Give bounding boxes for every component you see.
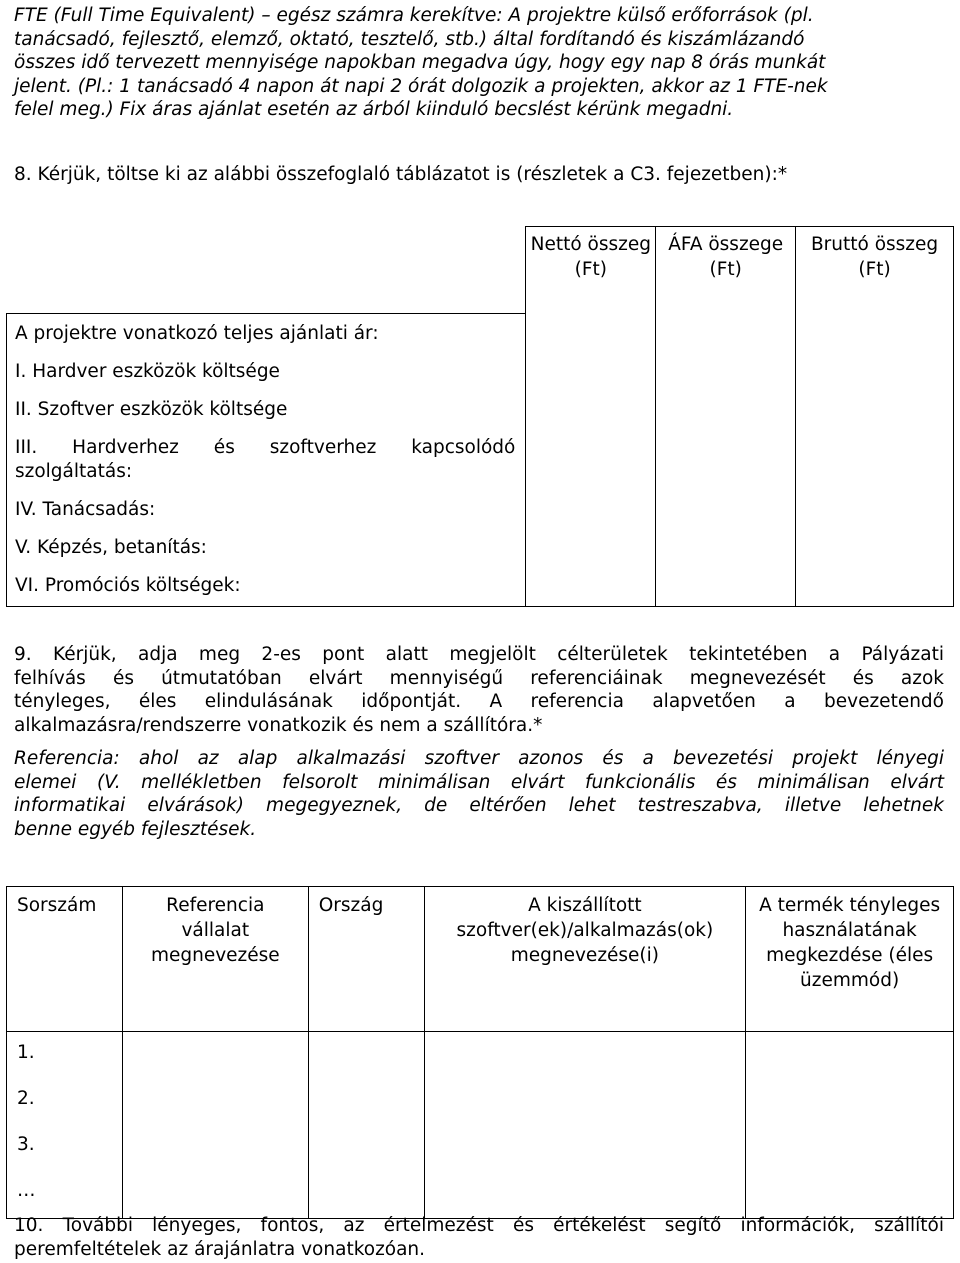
- row-software-cost: II. Szoftver eszközök költsége: [7, 392, 526, 430]
- row-number: 2.: [7, 1080, 123, 1126]
- section9-line: tényleges, éles elindulásának időpontját. A referencia alapvetően a bevezetendő: [14, 691, 944, 712]
- reference-table: [6, 886, 954, 1219]
- go-live-date-cell[interactable]: [746, 1172, 954, 1219]
- gross-amount-cell[interactable]: [796, 530, 954, 568]
- reference-table-row: [7, 1032, 954, 1081]
- reference-note-line: benne egyéb fejlesztések.: [14, 818, 257, 840]
- row-number: …: [7, 1172, 123, 1219]
- net-amount-cell[interactable]: [526, 530, 656, 568]
- section10-line: 10. További lényeges, fontos, az értelmezést és értékelést segítő információk, szállítói: [14, 1215, 944, 1236]
- fte-definition-paragraph: [14, 4, 944, 122]
- section9-line: 9. Kérjük, adja meg 2-es pont alatt megjelölt célterületek tekintetében a Pályázati: [14, 644, 944, 665]
- header-reference-company: Referencia vállalat megnevezése: [122, 887, 308, 1032]
- reference-note-line: informatikai elvárások) megegyeznek, de eltérően lehet testreszabva, illetve lehetnek: [14, 795, 944, 816]
- net-amount-cell[interactable]: [526, 430, 656, 492]
- go-live-date-cell[interactable]: [746, 1032, 954, 1081]
- row-number: 1.: [7, 1032, 123, 1081]
- fte-line: felel meg.) Fix áras ajánlat esetén az árból kiinduló becslést kérünk megadni.: [14, 99, 734, 120]
- header-serial-number: Sorszám: [7, 887, 123, 1032]
- price-table-row: [7, 430, 954, 492]
- reference-company-cell[interactable]: [122, 1080, 308, 1126]
- section8-question: [14, 163, 944, 187]
- country-cell[interactable]: [308, 1032, 424, 1081]
- reference-definition-note: [14, 747, 944, 841]
- price-table-row: [7, 530, 954, 568]
- price-summary-table: [6, 226, 954, 607]
- vat-amount-cell[interactable]: [656, 392, 796, 430]
- header-vat-amount: ÁFA összege (Ft): [656, 227, 796, 314]
- section9-line: felhívás és útmutatóban elvárt mennyiségű referenciáinak megnevezését és azok: [14, 667, 944, 689]
- section9-question: [14, 643, 944, 737]
- delivered-software-cell[interactable]: [424, 1080, 746, 1126]
- price-table-row: [7, 354, 954, 392]
- go-live-date-cell[interactable]: [746, 1126, 954, 1172]
- delivered-software-cell[interactable]: [424, 1172, 746, 1219]
- country-cell[interactable]: [308, 1080, 424, 1126]
- row-number: 3.: [7, 1126, 123, 1172]
- row-related-services: III. Hardverhez és szoftverhez kapcsolódó szolgáltatás:: [7, 430, 526, 492]
- section10-question: [14, 1214, 944, 1261]
- reference-company-cell[interactable]: [122, 1126, 308, 1172]
- reference-table-header-row: [7, 887, 954, 1032]
- net-amount-cell[interactable]: [526, 313, 656, 354]
- price-table-row: [7, 492, 954, 530]
- country-cell[interactable]: [308, 1172, 424, 1219]
- reference-company-cell[interactable]: [122, 1032, 308, 1081]
- gross-amount-cell[interactable]: [796, 492, 954, 530]
- section10-line: peremfeltételek az árajánlatra vonatkozóan.: [14, 1238, 426, 1260]
- price-table-header-row: [7, 227, 954, 314]
- reference-company-cell[interactable]: [122, 1172, 308, 1219]
- fte-line: összes idő tervezett mennyisége napokban megadva úgy, hogy egy nap 8 órás munkát: [14, 52, 826, 73]
- vat-amount-cell[interactable]: [656, 354, 796, 392]
- reference-note-line: elemei (V. mellékletben felsorolt minimálisan elvárt funkcionális és minimálisan elvárt: [14, 771, 944, 793]
- gross-amount-cell[interactable]: [796, 568, 954, 607]
- header-go-live-date: A termék tényleges használatának megkezdése (éles üzemmód): [746, 887, 954, 1032]
- row-promotion-cost: VI. Promóciós költségek:: [7, 568, 526, 607]
- vat-amount-cell[interactable]: [656, 530, 796, 568]
- vat-amount-cell[interactable]: [656, 430, 796, 492]
- price-table-row: [7, 568, 954, 607]
- row-consulting: IV. Tanácsadás:: [7, 492, 526, 530]
- net-amount-cell[interactable]: [526, 392, 656, 430]
- vat-amount-cell[interactable]: [656, 492, 796, 530]
- reference-note-line: Referencia: ahol az alap alkalmazási szoftver azonos és a bevezetési projekt lényegi: [14, 748, 944, 769]
- reference-table-row: [7, 1172, 954, 1219]
- gross-amount-cell[interactable]: [796, 313, 954, 354]
- reference-table-row: [7, 1126, 954, 1172]
- net-amount-cell[interactable]: [526, 492, 656, 530]
- vat-amount-cell[interactable]: [656, 313, 796, 354]
- header-net-amount: Nettó összeg (Ft): [526, 227, 656, 314]
- delivered-software-cell[interactable]: [424, 1032, 746, 1081]
- reference-table-row: [7, 1080, 954, 1126]
- fte-line: jelent. (Pl.: 1 tanácsadó 4 napon át napi 2 órát dolgozik a projekten, akkor az 1 FTE-nek: [14, 75, 828, 97]
- header-delivered-software: A kiszállított szoftver(ek)/alkalmazás(ok) megnevezése(i): [424, 887, 746, 1032]
- row-total-offer-price: A projektre vonatkozó teljes ajánlati ár:: [7, 313, 526, 354]
- price-table-row: [7, 313, 954, 354]
- section9-line: alkalmazásra/rendszerre vonatkozik és nem a szállítóra.*: [14, 714, 543, 736]
- header-gross-amount: Bruttó összeg (Ft): [796, 227, 954, 314]
- net-amount-cell[interactable]: [526, 354, 656, 392]
- fte-line: tanácsadó, fejlesztő, elemző, oktató, tesztelő, stb.) által fordítandó és kiszámlázandó: [14, 28, 805, 50]
- price-table-row: [7, 392, 954, 430]
- country-cell[interactable]: [308, 1126, 424, 1172]
- go-live-date-cell[interactable]: [746, 1080, 954, 1126]
- gross-amount-cell[interactable]: [796, 392, 954, 430]
- fte-line: FTE (Full Time Equivalent) – egész számra kerekítve: A projektre külső erőforrások (pl.: [14, 5, 814, 26]
- gross-amount-cell[interactable]: [796, 354, 954, 392]
- row-hardware-cost: I. Hardver eszközök költsége: [7, 354, 526, 392]
- vat-amount-cell[interactable]: [656, 568, 796, 607]
- row-training: V. Képzés, betanítás:: [7, 530, 526, 568]
- header-country: Ország: [308, 887, 424, 1032]
- delivered-software-cell[interactable]: [424, 1126, 746, 1172]
- price-table-corner-cell: [7, 227, 526, 314]
- gross-amount-cell[interactable]: [796, 430, 954, 492]
- net-amount-cell[interactable]: [526, 568, 656, 607]
- section8-question-text: 8. Kérjük, töltse ki az alábbi összefoglaló táblázatot is (részletek a C3. fejezetben):*: [14, 164, 788, 185]
